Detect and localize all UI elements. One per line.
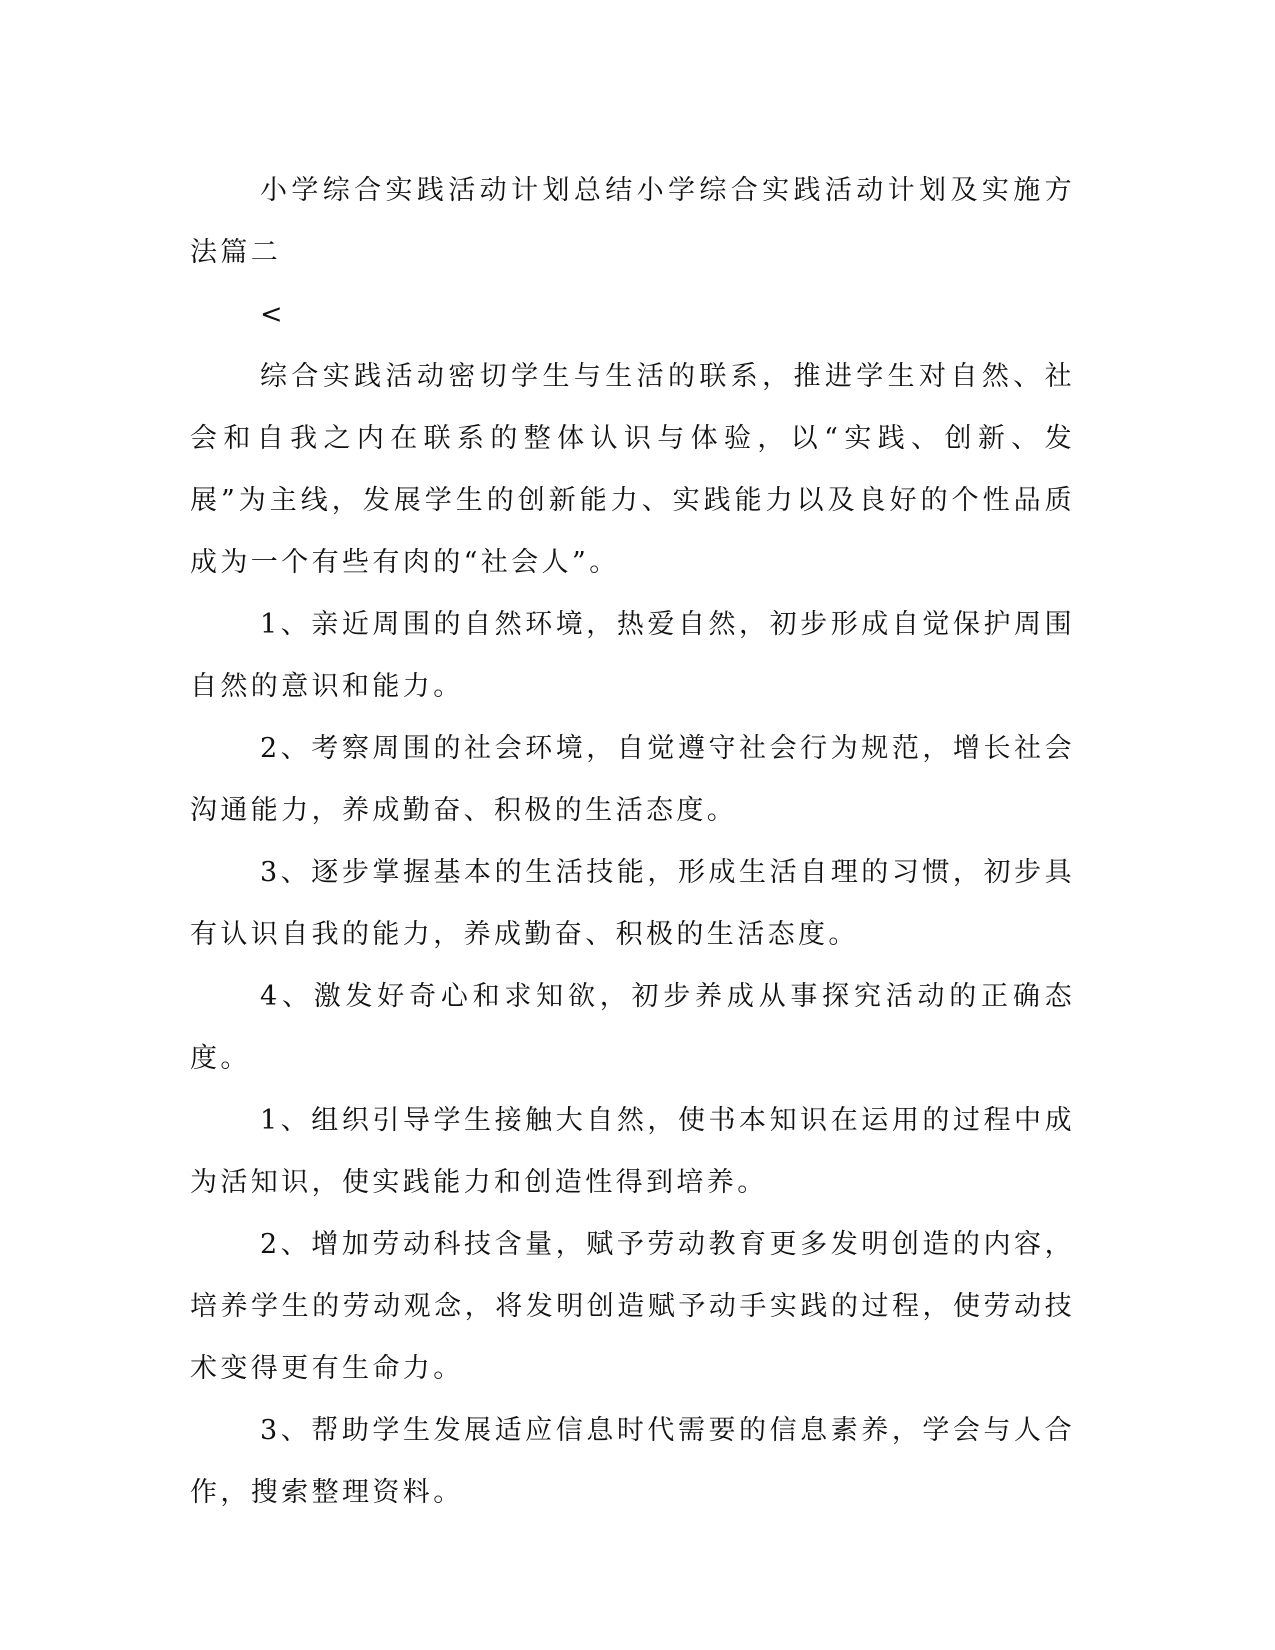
paragraph: < [260,299,287,330]
goal-item-3: 3、逐步掌握基本的生活技能，形成生活自理的习惯，初步具有认识自我的能力，养成勤奋、积极的生活态度。 [190,857,1075,950]
method-item-1: 1、组织引导学生接触大自然，使书本知识在运用的过程中成为活知识，使实践能力和创造性得到培养。 [190,1105,1075,1198]
document-title: 小学综合实践活动计划总结小学综合实践活动计划及实施方法篇二 [190,175,1075,268]
paragraph-intro: 综合实践活动密切学生与生活的联系，推进学生对自然、社会和自我之内在联系的整体认识与体验，以“实践、创新、发展”为主线，发展学生的创新能力、实践能力以及良好的个性品质成为一个有些有肉的“社会人”。 [190,361,1075,578]
goal-item-4: 4、激发好奇心和求知欲，初步养成从事探究活动的正确态度。 [190,981,1075,1074]
document-body [190,160,1075,1524]
goal-item-1: 1、亲近周围的自然环境，热爱自然，初步形成自觉保护周围自然的意识和能力。 [190,609,1075,702]
method-item-3: 3、帮助学生发展适应信息时代需要的信息素养，学会与人合作，搜索整理资料。 [190,1415,1075,1508]
goal-item-2: 2、考察周围的社会环境，自觉遵守社会行为规范，增长社会沟通能力，养成勤奋、积极的生活态度。 [190,733,1075,826]
method-item-2: 2、增加劳动科技含量，赋予劳动教育更多发明创造的内容，培养学生的劳动观念，将发明创造赋予动手实践的过程，使劳动技术变得更有生命力。 [190,1229,1075,1384]
